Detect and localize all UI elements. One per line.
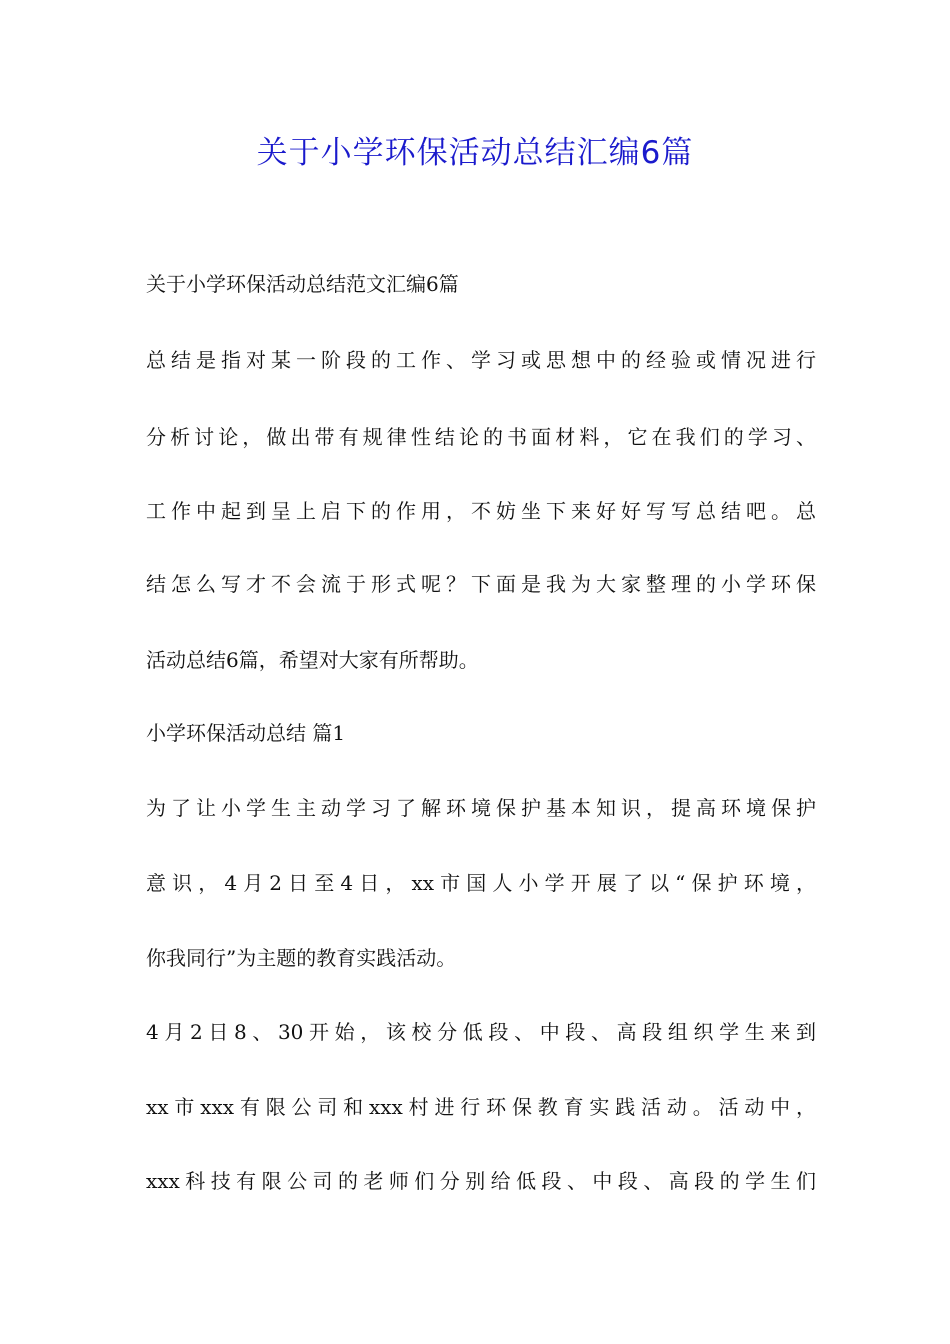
intro-line: 结怎么写才不会流于形式呢？下面是我为大家整理的小学环保 (146, 572, 816, 596)
intro-line: 总结是指对某一阶段的工作、学习或思想中的经验或情况进行 (146, 348, 816, 372)
document-title: 关于小学环保活动总结汇编6篇 (256, 135, 694, 171)
paragraph-line: xx市xxx有限公司和xxx村进行环保教育实践活动。活动中， (146, 1095, 816, 1119)
intro-line: 工作中起到呈上启下的作用，不妨坐下来好好写写总结吧。总 (146, 499, 816, 523)
intro-line: 活动总结6篇，希望对大家有所帮助。 (146, 648, 479, 672)
section-heading: 小学环保活动总结 篇1 (146, 721, 346, 745)
paragraph-line: 意识，4月2日至4日，xx市国人小学开展了以“保护环境， (146, 871, 816, 895)
paragraph-line: xxx科技有限公司的老师们分别给低段、中段、高段的学生们 (146, 1169, 816, 1193)
paragraph-line: 4月2日8、30开始，该校分低段、中段、高段组织学生来到 (146, 1020, 816, 1044)
document-subtitle: 关于小学环保活动总结范文汇编6篇 (146, 272, 459, 296)
paragraph-line: 为了让小学生主动学习了解环境保护基本知识，提高环境保护 (146, 796, 816, 820)
paragraph-line: 你我同行”为主题的教育实践活动。 (146, 946, 457, 970)
intro-line: 分析讨论，做出带有规律性结论的书面材料，它在我们的学习、 (146, 425, 816, 449)
